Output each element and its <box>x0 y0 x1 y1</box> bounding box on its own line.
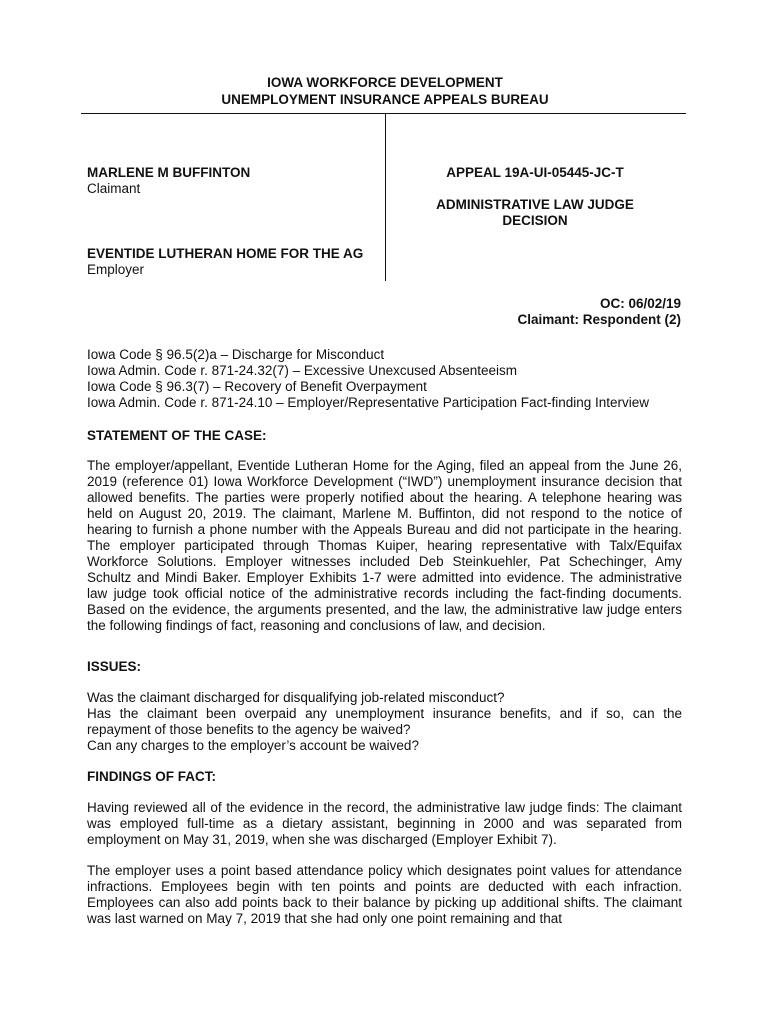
decision-title <box>390 197 680 229</box>
code-citation: Iowa Code § 96.3(7) – Recovery of Benefit Overpayment <box>87 379 427 394</box>
code-citation: Iowa Code § 96.5(2)a – Discharge for Misconduct <box>87 347 385 362</box>
decision-title-line2: DECISION <box>502 213 568 228</box>
findings-paragraph: The employer uses a point based attendance policy which designates point values for attendance infractions. Employees begin with ten points and points are deducted with each infraction. Employees can also add points back to their balance by picking up additional shifts. The claimant was last warned on May 7, 2019 that she had only one point remaining and that <box>87 863 682 926</box>
header-bureau: UNEMPLOYMENT INSURANCE APPEALS BUREAU <box>221 92 549 107</box>
issues-list <box>87 690 682 754</box>
issue-line: Was the claimant discharged for disqualifying job-related misconduct? <box>87 690 505 705</box>
oc-date: OC: 06/02/19 <box>599 296 681 311</box>
statement-paragraph: The employer/appellant, Eventide Lutheran Home for the Aging, filed an appeal from the June 26, 2019 (reference 01) Iowa Workforce Development (“IWD”) unemployment insurance decision that allowed benefits. The parties were properly notified about the hearing. A telephone hearing was held on August 20, 2019. The claimant, Marlene M. Buffinton, did not respond to the notice of hearing to furnish a phone number with the Appeals Bureau and did not participate in the hearing. The employer participated through Thomas Kuiper, hearing representative with Talx/Equifax Workforce Solutions. Employer witnesses included Deb Steinkuehler, Pat Schechinger, Amy Schultz and Mindi Baker. Employer Exhibits 1-7 were admitted into evidence. The administrative law judge took official notice of the administrative records including the fact-finding documents. Based on the evidence, the arguments presented, and the law, the administrative law judge enters the following findings of fact, reasoning and conclusions of law, and decision. <box>87 458 682 633</box>
claimant-status: Claimant: Respondent (2) <box>517 312 681 327</box>
findings-heading: FINDINGS OF FACT: <box>87 769 216 784</box>
caption-divider-vertical <box>385 113 386 281</box>
issue-line: Can any charges to the employer’s account be waived? <box>87 738 419 753</box>
appeal-number: APPEAL 19A-UI-05445-JC-T <box>446 165 624 180</box>
claimant-block <box>87 165 250 197</box>
employer-name: EVENTIDE LUTHERAN HOME FOR THE AG <box>87 246 364 261</box>
header-agency: IOWA WORKFORCE DEVELOPMENT <box>267 75 503 90</box>
statement-body <box>87 458 682 634</box>
employer-role: Employer <box>87 262 145 277</box>
code-citation: Iowa Admin. Code r. 871-24.10 – Employer/Representative Participation Fact-finding Interview <box>87 395 650 410</box>
claimant-name: MARLENE M BUFFINTON <box>87 165 251 180</box>
claimant-role: Claimant <box>87 181 141 196</box>
code-citations <box>87 347 682 411</box>
employer-block <box>87 246 363 278</box>
issues-heading: ISSUES: <box>87 659 142 674</box>
issue-line: Has the claimant been overpaid any unemployment insurance benefits, and if so, can the repayment of those benefits to the agency be waived? <box>87 706 682 737</box>
statement-heading: STATEMENT OF THE CASE: <box>87 428 267 443</box>
decision-title-line1: ADMINISTRATIVE LAW JUDGE <box>436 197 634 212</box>
findings-paragraph-2 <box>87 863 682 927</box>
code-citation: Iowa Admin. Code r. 871-24.32(7) – Excessive Unexcused Absenteeism <box>87 363 517 378</box>
document-header <box>0 74 770 108</box>
findings-paragraph: Having reviewed all of the evidence in the record, the administrative law judge finds: The claimant was employed full-time as a dietary assistant, beginning in 2000 and was separated from employment on May 31, 2019, when she was discharged (Employer Exhibit 7). <box>87 800 682 847</box>
findings-paragraph-1 <box>87 800 682 848</box>
caption-divider-horizontal <box>81 113 686 114</box>
status-block <box>390 296 681 328</box>
